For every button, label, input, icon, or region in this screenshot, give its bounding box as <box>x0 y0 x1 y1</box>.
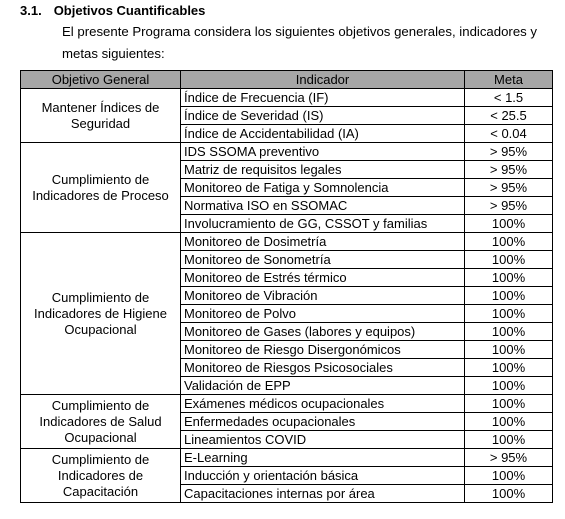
indicador-cell: Monitoreo de Fatiga y Somnolencia <box>181 179 465 197</box>
meta-cell: 100% <box>465 305 553 323</box>
meta-cell: 100% <box>465 413 553 431</box>
indicador-cell: Exámenes médicos ocupacionales <box>181 395 465 413</box>
meta-cell: 100% <box>465 377 553 395</box>
indicador-cell: Monitoreo de Dosimetría <box>181 233 465 251</box>
section-title: Objetivos Cuantificables <box>53 3 206 18</box>
meta-cell: > 95% <box>465 449 553 467</box>
meta-cell: 100% <box>465 341 553 359</box>
section-intro: El presente Programa considera los siguientes objetivos generales, indicadores y metas siguientes: <box>62 24 538 61</box>
meta-cell: > 95% <box>465 197 553 215</box>
indicador-cell: Monitoreo de Sonometría <box>181 251 465 269</box>
table-row <box>21 143 553 161</box>
table-body <box>21 89 553 503</box>
indicador-cell: Índice de Severidad (IS) <box>181 107 465 125</box>
objetivo-general-cell: Cumplimiento de Indicadores de Proceso <box>21 143 181 233</box>
indicador-cell: E-Learning <box>181 449 465 467</box>
objetivo-general-cell: Cumplimiento de Indicadores de Salud Ocupacional <box>21 395 181 449</box>
meta-cell: > 95% <box>465 143 553 161</box>
objetivo-general-cell: Cumplimiento de Indicadores de Higiene Ocupacional <box>21 233 181 395</box>
indicador-cell: Capacitaciones internas por área <box>181 485 465 503</box>
column-header-objetivo: Objetivo General <box>21 71 181 89</box>
meta-cell: 100% <box>465 323 553 341</box>
meta-cell: > 95% <box>465 161 553 179</box>
table-row <box>21 89 553 107</box>
meta-cell: > 95% <box>465 179 553 197</box>
indicador-cell: Matriz de requisitos legales <box>181 161 465 179</box>
indicador-cell: Monitoreo de Polvo <box>181 305 465 323</box>
meta-cell: 100% <box>465 233 553 251</box>
indicador-cell: Monitoreo de Vibración <box>181 287 465 305</box>
meta-cell: 100% <box>465 269 553 287</box>
meta-cell: 100% <box>465 467 553 485</box>
section-heading <box>20 3 205 18</box>
section-number: 3.1. <box>20 3 42 18</box>
indicador-cell: Monitoreo de Estrés térmico <box>181 269 465 287</box>
table-row <box>21 449 553 467</box>
indicador-cell: IDS SSOMA preventivo <box>181 143 465 161</box>
objectives-table <box>20 70 553 503</box>
meta-cell: 100% <box>465 485 553 503</box>
indicador-cell: Normativa ISO en SSOMAC <box>181 197 465 215</box>
meta-cell: < 25.5 <box>465 107 553 125</box>
meta-cell: 100% <box>465 359 553 377</box>
indicador-cell: Validación de EPP <box>181 377 465 395</box>
indicador-cell: Monitoreo de Gases (labores y equipos) <box>181 323 465 341</box>
objetivo-general-cell: Mantener Índices de Seguridad <box>21 89 181 143</box>
indicador-cell: Lineamientos COVID <box>181 431 465 449</box>
indicador-cell: Índice de Accidentabilidad (IA) <box>181 125 465 143</box>
column-header-meta: Meta <box>465 71 553 89</box>
indicador-cell: Índice de Frecuencia (IF) <box>181 89 465 107</box>
indicador-cell: Enfermedades ocupacionales <box>181 413 465 431</box>
indicador-cell: Inducción y orientación básica <box>181 467 465 485</box>
meta-cell: 100% <box>465 251 553 269</box>
objetivo-general-cell: Cumplimiento de Indicadores de Capacitación <box>21 449 181 503</box>
table-row <box>21 395 553 413</box>
meta-cell: 100% <box>465 287 553 305</box>
table-row <box>21 233 553 251</box>
indicador-cell: Monitoreo de Riesgo Disergonómicos <box>181 341 465 359</box>
indicador-cell: Monitoreo de Riesgos Psicosociales <box>181 359 465 377</box>
table-header-row <box>21 71 553 89</box>
meta-cell: 100% <box>465 431 553 449</box>
meta-cell: < 1.5 <box>465 89 553 107</box>
meta-cell: 100% <box>465 215 553 233</box>
indicador-cell: Involucramiento de GG, CSSOT y familias <box>181 215 465 233</box>
meta-cell: < 0.04 <box>465 125 553 143</box>
column-header-indicador: Indicador <box>181 71 465 89</box>
meta-cell: 100% <box>465 395 553 413</box>
